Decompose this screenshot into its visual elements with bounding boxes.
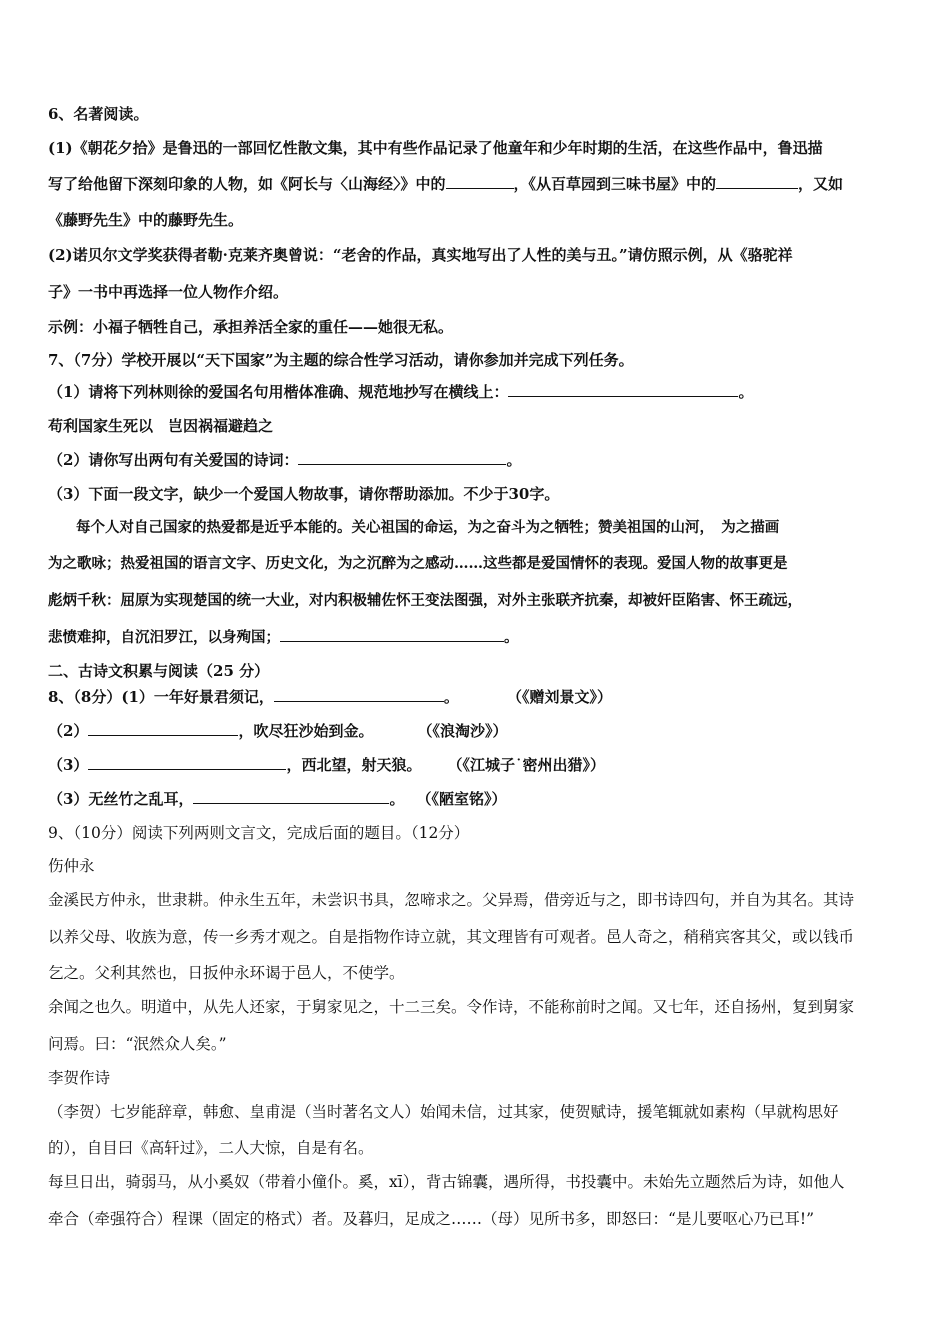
q8-line3-end: ，西北望，射天狼。 xyxy=(286,756,422,774)
q7-paragraph-line3: 彪炳千秋：屈原为实现楚国的统一大业，对内积极辅佐怀王变法图强，对外主张联齐抗秦，却被奸臣陷害、怀王疏远， xyxy=(48,592,802,609)
passage-b-line2: 的），自目曰《高轩过》，二人大惊，自是有名。 xyxy=(48,1139,374,1157)
q7-task2-text: （2）请你写出两句有关爱国的诗词： xyxy=(48,451,299,469)
q6-part1-line2 xyxy=(48,174,843,194)
q7-paragraph-end: 。 xyxy=(504,629,519,646)
q8-line4-end: 。 xyxy=(389,790,405,808)
passage-a-line3: 乞之。父利其然也，日扳仲永环谒于邑人，不使学。 xyxy=(48,964,405,982)
passage-a-line4: 余闻之也久。明道中，从先人还家，于舅家见之，十二三矣。令作诗，不能称前时之闻。又七年，还自扬州，复到舅家 xyxy=(48,998,855,1016)
passage-a-line5: 问焉。曰：“泯然众人矣。” xyxy=(48,1035,227,1053)
q7-task1 xyxy=(48,382,753,402)
q8-line1-end: 。 xyxy=(443,688,459,706)
answer-blank-q8-3[interactable] xyxy=(88,755,286,770)
q6-part2-line2: 子》一书中再选择一位人物作介绍。 xyxy=(48,283,289,301)
q8-line3 xyxy=(48,755,605,775)
q8-line1-text: 8、（8分）(1）一年好景君须记， xyxy=(48,688,274,706)
answer-blank-a-chang[interactable] xyxy=(446,174,514,189)
q8-line3-text: （3） xyxy=(48,756,89,774)
q6-example: 示例：小福子牺牲自己，承担养活全家的重任——她很无私。 xyxy=(48,318,454,336)
q7-paragraph-line4 xyxy=(48,627,519,648)
answer-blank-copy-quote[interactable] xyxy=(508,382,738,397)
q6-part1-text-a: 写了给他留下深刻印象的人物，如《阿长与〈山海经〉》中的 xyxy=(48,175,446,193)
q8-source-4: （《陋室铭》） xyxy=(416,790,507,808)
q8-line1 xyxy=(48,687,612,707)
passage-a-title: 伤仲永 xyxy=(48,857,95,875)
q8-line4 xyxy=(48,789,506,809)
q6-part1-text-b: ，《从百草园到三味书屋》中的 xyxy=(513,175,717,193)
q7-task1-end: 。 xyxy=(738,383,754,401)
q7-title: 7、（7分）学校开展以“天下国家”为主题的综合性学习活动，请你参加并完成下列任务。 xyxy=(48,351,634,369)
passage-b-line4: 牵合（牵强符合）程课（固定的格式）者。及暮归，足成之……（母）见所书多，即怒曰：“是儿要呕心乃已耳!” xyxy=(48,1210,815,1228)
q7-task1-text: （1）请将下列林则徐的爱国名句用楷体准确、规范地抄写在横线上： xyxy=(48,383,509,401)
q8-line4-text: （3）无丝竹之乱耳， xyxy=(48,790,194,808)
passage-b-line3: 每旦日出，骑弱马，从小奚奴（带着小僮仆。奚，xī），背古锦囊，遇所得，书投囊中。未始先立题然后为诗，如他人 xyxy=(48,1173,845,1191)
q8-line2-end: ，吹尽狂沙始到金。 xyxy=(238,722,374,740)
answer-blank-q8-4[interactable] xyxy=(193,789,389,804)
q7-task2 xyxy=(48,450,521,470)
q8-source-2: （《浪淘沙》） xyxy=(417,722,508,740)
q6-part1-line1: (1)《朝花夕拾》是鲁迅的一部回忆性散文集，其中有些作品记录了他童年和少年时期的生活，在这些作品中，鲁迅描 xyxy=(48,139,823,157)
q7-quote: 苟利国家生死以 岂因祸福避趋之 xyxy=(48,417,274,435)
q8-source-3: （《江城子˙密州出猎》） xyxy=(447,756,605,774)
q6-part1-text-c: ，又如 xyxy=(798,175,844,193)
q6-part1-line3: 《藤野先生》中的藤野先生。 xyxy=(48,211,244,229)
passage-b-line1: （李贺）七岁能辞章，韩愈、皇甫湜（当时著名文人）始闻未信，过其家，使贺赋诗，援笔辄就如素构（早就构思好 xyxy=(48,1103,839,1121)
q6-title: 6、名著阅读。 xyxy=(48,105,149,123)
answer-blank-baicaoyuan[interactable] xyxy=(716,174,798,189)
q7-paragraph-line2: 为之歌咏；热爱祖国的语言文字、历史文化，为之沉醉为之感动……这些都是爱国情怀的表现。爱国人物的故事更是 xyxy=(48,555,788,572)
passage-a-line2: 以养父母、收族为意，传一乡秀才观之。自是指物作诗立就，其文理皆有可观者。邑人奇之，稍稍宾客其父，或以钱币 xyxy=(48,928,855,946)
answer-blank-patriotic-poem[interactable] xyxy=(298,450,506,465)
q9-title: 9、（10分）阅读下列两则文言文，完成后面的题目。（12分） xyxy=(48,824,470,842)
passage-b-title: 李贺作诗 xyxy=(48,1069,111,1087)
passage-a-line1: 金溪民方仲永，世隶耕。仲永生五年，未尝识书具，忽啼求之。父异焉，借旁近与之，即书诗四句，并自为其名。其诗 xyxy=(48,891,855,909)
q7-paragraph-text4: 悲愤难抑，自沉汨罗江，以身殉国； xyxy=(48,629,280,646)
q8-line2-text: （2） xyxy=(48,722,89,740)
answer-blank-q8-2[interactable] xyxy=(88,721,238,736)
answer-blank-q8-1[interactable] xyxy=(274,687,444,702)
q6-part2-line1: (2)诺贝尔文学奖获得者勒·克莱齐奥曾说：“老舍的作品，真实地写出了人性的美与丑。”请仿照示例，从《骆驼祥 xyxy=(48,246,793,264)
q7-paragraph-line1: 每个人对自己国家的热爱都是近乎本能的。关心祖国的命运，为之奋斗为之牺牲；赞美祖国的山河， 为之描画 xyxy=(76,519,780,536)
section-2-title: 二、古诗文积累与阅读（25 分） xyxy=(48,662,270,680)
q8-line2 xyxy=(48,721,507,741)
q7-task3: （3）下面一段文字，缺少一个爱国人物故事，请你帮助添加。不少于30字。 xyxy=(48,485,560,503)
answer-blank-patriot-story[interactable] xyxy=(280,627,504,642)
q8-source-1: （《赠刘景文》） xyxy=(506,688,612,706)
q7-task2-end: 。 xyxy=(506,451,522,469)
